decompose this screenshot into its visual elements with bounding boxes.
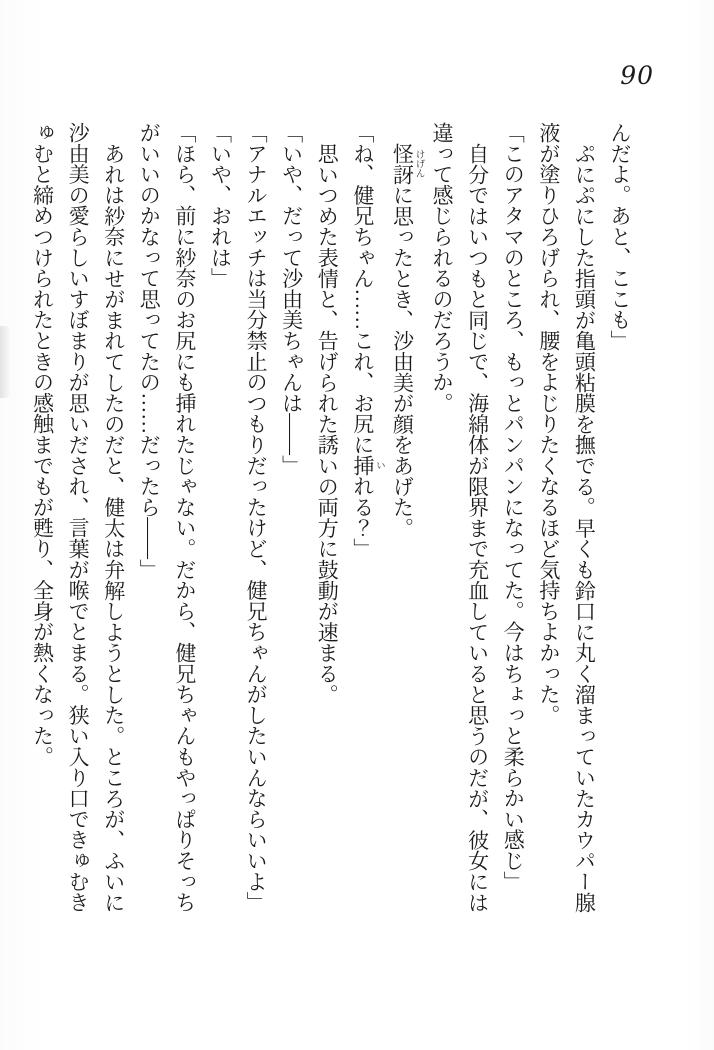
paragraph: 思いつめた表情と、告げられた誘いの両方に鼓動が速まる。 [315,143,340,705]
paragraph: 「いや、だって沙由美ちゃんは――」 [279,122,304,476]
page-number: 90 [620,61,654,90]
scan-smudge [0,326,11,398]
paragraph: ぷにぷにした指頭が亀頭粘膜を撫でる。早くも鈴口に丸く溜まっていたカウパー腺液が塗りひろげられ、腰をよじりたくなるほど気持ちよかった。 [536,122,597,913]
paragraph: 「ね、健兄ちゃん……これ、お尻に挿 いれる？」 [350,122,384,559]
furigana-ruby: 挿 い [350,454,384,476]
text-block [24,122,637,922]
paragraph: んだよ。あと、ここも」 [608,122,632,351]
paragraph: 「ほら、前に紗奈のお尻にも挿れたじゃない。だから、健兄ちゃんもやっぱりそっちがいいのかなって思ってたの……だったら――」 [137,122,197,913]
paragraph: 「いや、おれは」 [208,122,233,289]
paragraph: 自分ではいつもと同じで、海綿体が限界まで充血していると思うのだが、彼女には違って感じられるのだろうか。 [430,122,490,913]
paragraph: 「このアタマのところ、もっとパンパンになってた。今はちょっと柔らかい感じ」 [501,122,526,892]
furigana-ruby: 怪訝 けげん [390,143,424,185]
paragraph: 「アナルエッチは当分禁止のつもりだったけど、健兄ちゃんがしたいんならいいよ」 [244,122,269,913]
paragraph: 怪訝 けげんに思ったとき、沙由美が顔をあげた。 [390,143,424,539]
paragraph: あれは紗奈にせがまれてしたのだと、健太は弁解しようとした。ところが、ふいに沙由美の愛らしいすぼまりが思いだされ、言葉が喉でとまる。狭い入り口できゅむきゅむと締めつけられたときの感触までもが甦り、全身が熱くなった。 [30,122,126,913]
